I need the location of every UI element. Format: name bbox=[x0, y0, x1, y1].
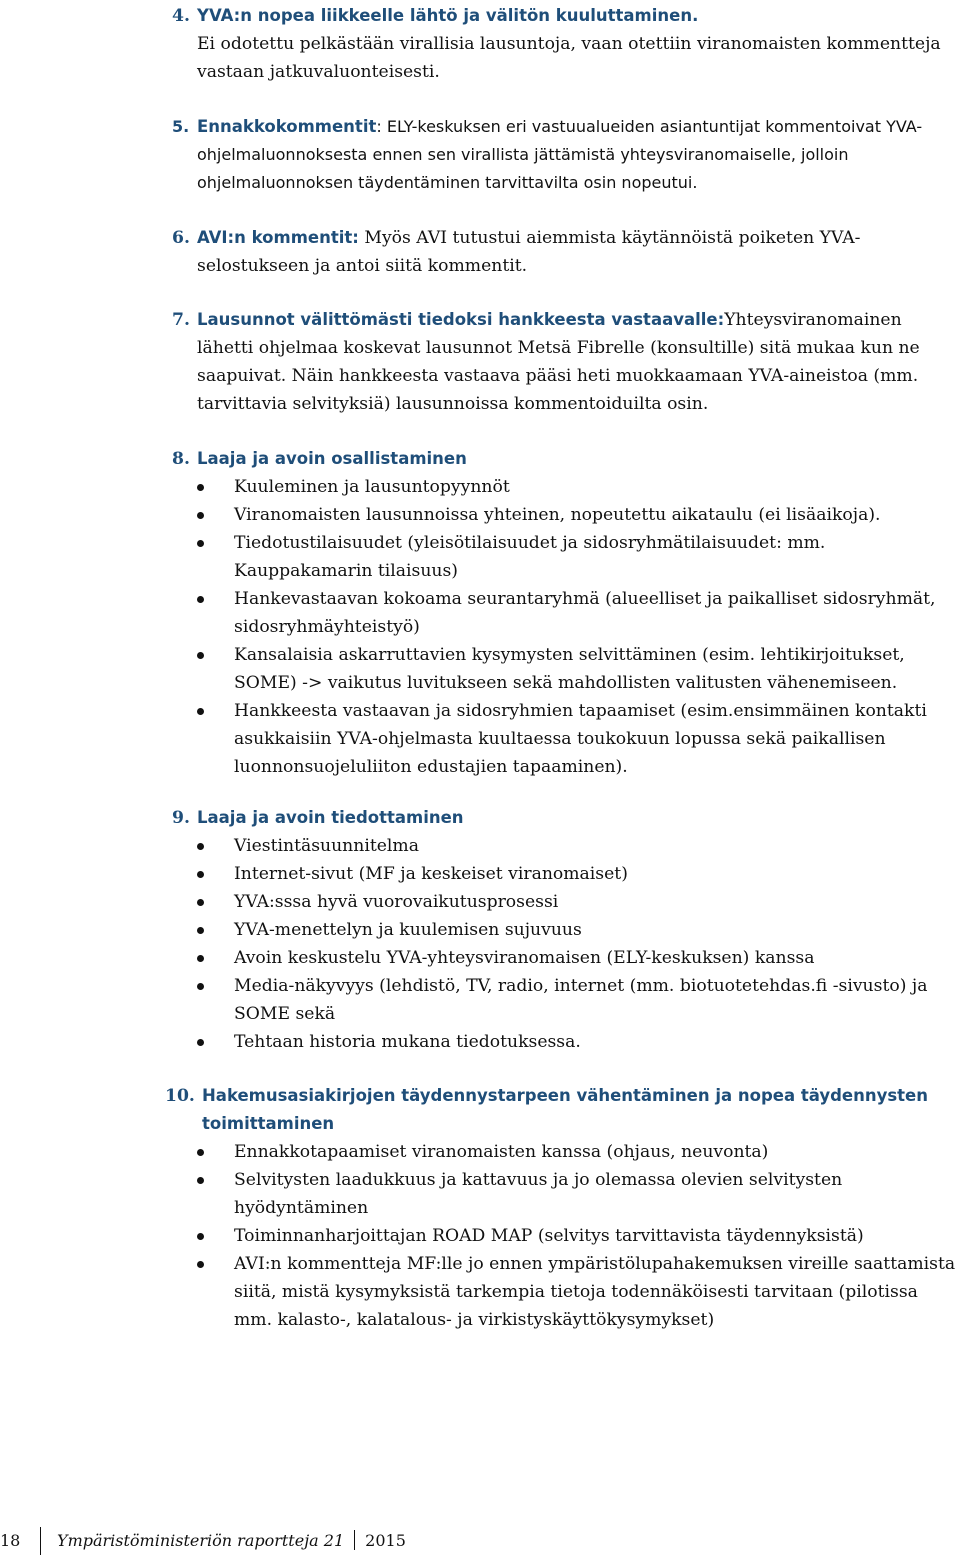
section-number: 9. bbox=[172, 808, 190, 828]
bullet-icon bbox=[197, 843, 204, 850]
list-item: YVA-menettelyn ja kuulemisen sujuvuus bbox=[197, 916, 960, 944]
bullet-icon bbox=[197, 1039, 204, 1046]
list-item: Tehtaan historia mukana tiedotuksessa. bbox=[197, 1028, 960, 1056]
section-text: ELY-keskuksen eri vastuualueiden asiantuntijat kommentoivat YVA-ohjelmaluonnoksesta ennen sen virallista jättämistä yhteysviranomaiselle, jolloin ohjelmaluonnoksen täydentäminen tarvittavilta osin nopeutui. bbox=[197, 117, 923, 192]
section-number: 10. bbox=[165, 1086, 195, 1106]
list-item: Ennakkotapaamiset viranomaisten kanssa (ohjaus, neuvonta) bbox=[197, 1138, 960, 1166]
section-10 bbox=[165, 1082, 960, 1334]
section-number: 5. bbox=[172, 117, 190, 136]
list-item: Hankkeesta vastaavan ja sidosryhmien tapaamiset (esim.ensimmäinen kontakti asukkaisiin YVA-ohjelmasta kuultaessa toukokuun lopussa sekä paikallisen luonnonsuojeluliiton edustajien tapaaminen). bbox=[197, 697, 960, 781]
publication-name: Ympäristöministeriön raportteja 21 2015 bbox=[57, 1531, 406, 1550]
section-6 bbox=[172, 224, 960, 280]
list-item: Kansalaisia askarruttavien kysymysten selvittäminen (esim. lehtikirjoitukset, SOME) -> vaikutus luvitukseen sekä mahdollisten valitusten vähenemiseen. bbox=[197, 641, 960, 697]
bullet-icon bbox=[197, 1177, 204, 1184]
list-item: Kuuleminen ja lausuntopyynnöt bbox=[197, 473, 960, 501]
bullet-icon bbox=[197, 899, 204, 906]
section-title: YVA:n nopea liikkeelle lähtö ja välitön kuuluttaminen. bbox=[197, 6, 699, 25]
section-5 bbox=[172, 113, 960, 197]
bullet-icon bbox=[197, 540, 204, 547]
section-title: Hakemusasiakirjojen täydennystarpeen vähentäminen ja nopea täydennysten toimittaminen bbox=[202, 1086, 928, 1133]
title-colon: : bbox=[376, 117, 382, 136]
bullet-icon bbox=[197, 1233, 204, 1240]
section-4 bbox=[172, 2, 960, 86]
section-9 bbox=[172, 804, 960, 1056]
bullet-icon bbox=[197, 983, 204, 990]
bullet-icon bbox=[197, 484, 204, 491]
section-title: AVI:n kommentit: bbox=[197, 228, 359, 247]
list-item: Viestintäsuunnitelma bbox=[197, 832, 960, 860]
bullet-icon bbox=[197, 1149, 204, 1156]
section-text: Ei odotettu pelkästään virallisia lausuntoja, vaan otettiin viranomaisten kommentteja vastaan jatkuvaluonteisesti. bbox=[197, 34, 941, 82]
publication-year: 2015 bbox=[365, 1531, 406, 1550]
section-8 bbox=[172, 445, 960, 781]
section-title: Lausunnot välittömästi tiedoksi hankkeesta vastaavalle: bbox=[197, 310, 725, 329]
bullet-icon bbox=[197, 871, 204, 878]
footer-separator bbox=[354, 1530, 355, 1550]
list-item: AVI:n kommentteja MF:lle jo ennen ympäristölupahakemuksen vireille saattamista siitä, mistä kysymyksistä tarkempia tietoja todennäköisesti tarvitaan (pilotissa mm. kalasto-, kalatalous- ja virkistyskäyttökysymykset) bbox=[197, 1250, 960, 1334]
bullet-icon bbox=[197, 708, 204, 715]
list-item: Hankevastaavan kokoama seurantaryhmä (alueelliset ja paikalliset sidosryhmät, sidosryhmäyhteistyö) bbox=[197, 585, 960, 641]
bullet-icon bbox=[197, 512, 204, 519]
list-item: Viranomaisten lausunnoissa yhteinen, nopeutettu aikataulu (ei lisäaikoja). bbox=[197, 501, 960, 529]
bullet-list bbox=[172, 832, 960, 1056]
section-number: 4. bbox=[172, 6, 190, 26]
page-footer bbox=[0, 1530, 420, 1552]
bullet-icon bbox=[197, 955, 204, 962]
section-7 bbox=[172, 306, 960, 418]
list-item: Internet-sivut (MF ja keskeiset viranomaiset) bbox=[197, 860, 960, 888]
section-number: 7. bbox=[172, 310, 190, 330]
section-number: 6. bbox=[172, 228, 190, 248]
bullet-icon bbox=[197, 596, 204, 603]
bullet-icon bbox=[197, 927, 204, 934]
section-title: Laaja ja avoin osallistaminen bbox=[197, 449, 467, 468]
list-item: Selvitysten laadukkuus ja kattavuus ja jo olemassa olevien selvitysten hyödyntäminen bbox=[197, 1166, 960, 1222]
section-title: Ennakkokommentit bbox=[197, 117, 377, 136]
bullet-list bbox=[172, 1138, 960, 1334]
list-item: Toiminnanharjoittajan ROAD MAP (selvitys tarvittavista täydennyksistä) bbox=[197, 1222, 960, 1250]
section-text: Myös AVI tutustui aiemmista käytännöistä poiketen YVA-selostukseen ja antoi siitä kommentit. bbox=[197, 228, 861, 276]
bullet-list bbox=[172, 473, 960, 781]
bullet-icon bbox=[197, 1261, 204, 1268]
section-number: 8. bbox=[172, 449, 190, 469]
bullet-icon bbox=[197, 652, 204, 659]
footer-divider bbox=[40, 1527, 41, 1555]
list-item: YVA:sssa hyvä vuorovaikutusprosessi bbox=[197, 888, 960, 916]
page-number: 18 bbox=[0, 1531, 21, 1550]
section-text: Yhteysviranomainen lähetti ohjelmaa koskevat lausunnot Metsä Fibrelle (konsultille) sitä mukaa kun ne saapuivat. Näin hankkeesta vastaava pääsi heti muokkaamaan YVA-aineistoa (mm. tarvittavia selvityksiä) lausunnoissa kommentoiduilta osin. bbox=[197, 310, 920, 414]
section-title: Laaja ja avoin tiedottaminen bbox=[197, 808, 464, 827]
list-item: Tiedotustilaisuudet (yleisötilaisuudet ja sidosryhmätilaisuudet: mm. Kauppakamarin tilaisuus) bbox=[197, 529, 960, 585]
list-item: Avoin keskustelu YVA-yhteysviranomaisen (ELY-keskuksen) kanssa bbox=[197, 944, 960, 972]
list-item: Media-näkyvyys (lehdistö, TV, radio, internet (mm. biotuotetehdas.fi -sivusto) ja SOME sekä bbox=[197, 972, 960, 1028]
